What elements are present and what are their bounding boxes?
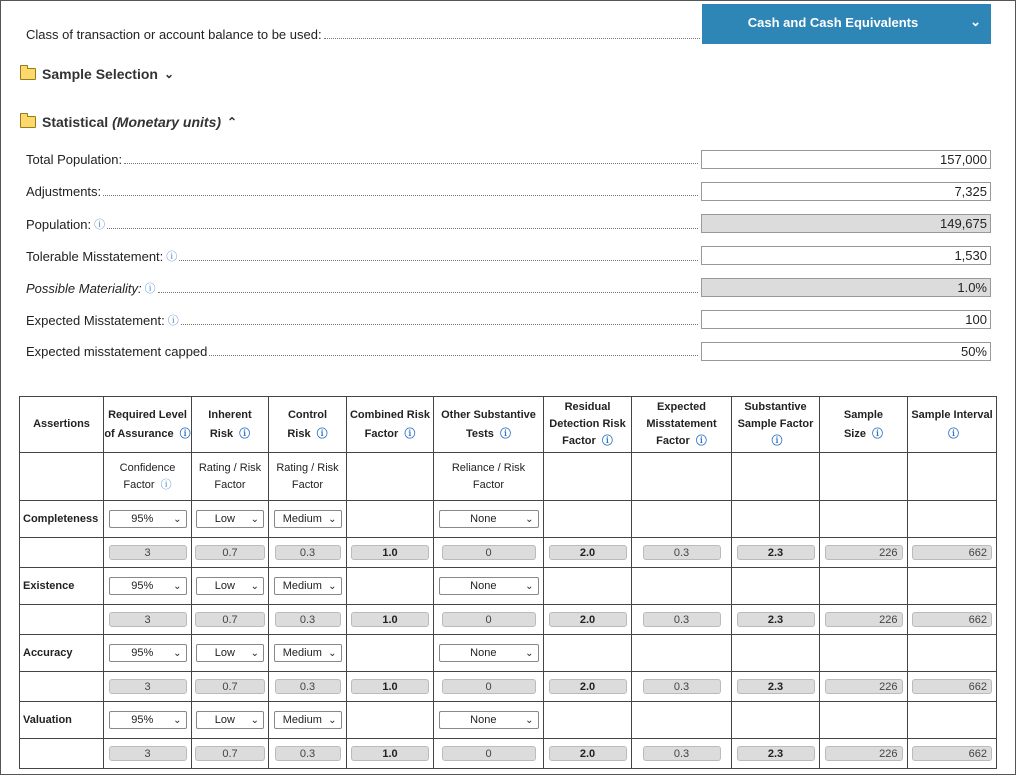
other-tests-factor-value: 0 — [442, 746, 536, 761]
adjustments-row — [26, 184, 700, 199]
chevron-down-icon: ⌄ — [173, 580, 182, 592]
sample-interval-value: 662 — [912, 612, 992, 627]
substantive-sample-factor-value: 2.3 — [737, 612, 815, 627]
assertion-name: Valuation — [20, 702, 104, 739]
inherent-select[interactable]: Low ⌄ — [196, 711, 264, 729]
other-tests-select[interactable]: None ⌄ — [439, 644, 539, 662]
assurance-select[interactable]: 95% ⌄ — [109, 711, 187, 729]
chevron-down-icon: ⌄ — [525, 647, 534, 659]
materiality-row — [26, 280, 700, 296]
chevron-down-icon: ⌄ — [173, 513, 182, 525]
expected-row — [26, 312, 700, 328]
table-row-values — [20, 605, 997, 635]
section-statistical[interactable] — [20, 114, 237, 130]
header-row — [20, 397, 997, 453]
inherent-factor-value: 0.7 — [195, 679, 265, 694]
control-factor-value: 0.3 — [275, 545, 341, 560]
assertion-name: Completeness — [20, 501, 104, 538]
info-icon[interactable]: ⓘ — [948, 427, 959, 440]
inherent-select[interactable]: Low ⌄ — [196, 510, 264, 528]
expected-misstatement-factor-value: 0.3 — [643, 612, 721, 627]
population-value: 149,675 — [701, 214, 991, 233]
sample-size-value: 226 — [825, 679, 903, 694]
class-dropdown-value: Cash and Cash Equivalents — [747, 15, 919, 30]
expected-misstatement-factor-value: 0.3 — [643, 746, 721, 761]
sample-size-value: 226 — [825, 612, 903, 627]
control-factor-value: 0.3 — [275, 612, 341, 627]
class-row — [26, 27, 702, 42]
chevron-down-icon: ⌄ — [163, 67, 174, 81]
info-icon[interactable]: ⓘ — [167, 315, 179, 327]
assertion-name: Existence — [20, 568, 104, 605]
col-sample-size: Sample Size ⓘ — [820, 397, 908, 453]
info-icon[interactable]: ⓘ — [166, 251, 178, 263]
capped-row — [26, 344, 700, 359]
field-label: Expected Misstatement: — [26, 313, 165, 328]
col-required-level: Required Level of Assurance ⓘ — [104, 397, 192, 453]
chevron-down-icon: ⌄ — [250, 513, 259, 525]
section-subtitle: (Monetary units) — [112, 114, 222, 130]
chevron-down-icon: ⌄ — [173, 647, 182, 659]
possible-materiality-value: 1.0% — [701, 278, 991, 297]
chevron-down-icon: ⌄ — [328, 580, 337, 592]
expected-capped-input[interactable]: 50% — [701, 342, 991, 361]
subheader-row — [20, 453, 997, 501]
info-icon[interactable]: ⓘ — [872, 427, 884, 440]
field-label: Adjustments: — [26, 184, 102, 199]
confidence-factor-value: 3 — [109, 679, 187, 694]
total-population-row — [26, 152, 700, 167]
assurance-select[interactable]: 95% ⌄ — [109, 510, 187, 528]
inherent-select[interactable]: Low ⌄ — [196, 577, 264, 595]
col-inherent-risk: Inherent Risk ⓘ — [192, 397, 269, 453]
substantive-sample-factor-value: 2.3 — [737, 679, 815, 694]
residual-detection-factor-value: 2.0 — [549, 612, 627, 627]
info-icon[interactable]: ⓘ — [404, 427, 416, 440]
inherent-select[interactable]: Low ⌄ — [196, 644, 264, 662]
assertions-table — [19, 396, 997, 769]
sub-confidence: Confidence Factor ⓘ — [104, 453, 192, 501]
control-select[interactable]: Medium ⌄ — [274, 510, 342, 528]
col-control-risk: Control Risk ⓘ — [269, 397, 347, 453]
combined-risk-factor-value: 1.0 — [351, 612, 429, 627]
field-label: Total Population: — [26, 152, 123, 167]
info-icon[interactable]: ⓘ — [601, 435, 613, 447]
sample-interval-value: 662 — [912, 746, 992, 761]
info-icon[interactable]: ⓘ — [316, 427, 328, 440]
tolerable-row — [26, 248, 700, 264]
other-tests-select[interactable]: None ⌄ — [439, 510, 539, 528]
residual-detection-factor-value: 2.0 — [549, 679, 627, 694]
info-icon[interactable]: ⓘ — [94, 219, 106, 231]
table-row — [20, 702, 997, 739]
inherent-factor-value: 0.7 — [195, 746, 265, 761]
control-select[interactable]: Medium ⌄ — [274, 711, 342, 729]
chevron-down-icon: ⌄ — [250, 714, 259, 726]
control-factor-value: 0.3 — [275, 679, 341, 694]
chevron-down-icon: ⌄ — [250, 580, 259, 592]
col-substantive-factor: Substantive Sample Factor ⓘ — [732, 397, 820, 453]
class-label: Class of transaction or account balance to be used: — [26, 27, 322, 42]
assertion-name: Accuracy — [20, 635, 104, 672]
combined-risk-factor-value: 1.0 — [351, 746, 429, 761]
info-icon[interactable]: ⓘ — [179, 427, 191, 440]
sub-control: Rating / Risk Factor — [269, 453, 347, 501]
chevron-down-icon: ⌄ — [525, 580, 534, 592]
col-combined-risk: Combined Risk Factor ⓘ — [347, 397, 434, 453]
chevron-down-icon: ⌄ — [525, 714, 534, 726]
confidence-factor-value: 3 — [109, 612, 187, 627]
field-label: Tolerable Misstatement: — [26, 249, 164, 264]
chevron-down-icon: ⌄ — [525, 513, 534, 525]
info-icon[interactable]: ⓘ — [695, 435, 707, 447]
field-label: Population: — [26, 217, 92, 232]
other-tests-factor-value: 0 — [442, 545, 536, 560]
residual-detection-factor-value: 2.0 — [549, 746, 627, 761]
other-tests-factor-value: 0 — [442, 612, 536, 627]
residual-detection-factor-value: 2.0 — [549, 545, 627, 560]
control-factor-value: 0.3 — [275, 746, 341, 761]
expected-misstatement-factor-value: 0.3 — [643, 545, 721, 560]
other-tests-select[interactable]: None ⌄ — [439, 577, 539, 595]
chevron-down-icon: ⌄ — [250, 647, 259, 659]
info-icon[interactable]: ⓘ — [160, 478, 172, 491]
col-expected-misstatement: Expected Misstatement Factor ⓘ — [632, 397, 732, 453]
folder-icon — [20, 68, 36, 80]
table-row — [20, 501, 997, 538]
table-row-values — [20, 739, 997, 769]
confidence-factor-value: 3 — [109, 746, 187, 761]
assurance-select[interactable]: 95% ⌄ — [109, 644, 187, 662]
table-row — [20, 635, 997, 672]
info-icon[interactable]: ⓘ — [144, 283, 156, 295]
expected-misstatement-input[interactable]: 100 — [701, 310, 991, 329]
control-select[interactable]: Medium ⌄ — [274, 644, 342, 662]
inherent-factor-value: 0.7 — [195, 545, 265, 560]
chevron-down-icon: ⌄ — [328, 513, 337, 525]
chevron-up-icon: ⌃ — [227, 115, 238, 129]
info-icon[interactable]: ⓘ — [239, 427, 251, 440]
combined-risk-factor-value: 1.0 — [351, 545, 429, 560]
col-sample-interval: Sample Interval ⓘ — [908, 397, 997, 453]
sample-interval-value: 662 — [912, 679, 992, 694]
substantive-sample-factor-value: 2.3 — [737, 545, 815, 560]
chevron-down-icon: ⌄ — [328, 647, 337, 659]
other-tests-factor-value: 0 — [442, 679, 536, 694]
table-row-values — [20, 672, 997, 702]
section-title: Sample Selection — [42, 66, 158, 82]
confidence-factor-value: 3 — [109, 545, 187, 560]
table-row-values — [20, 538, 997, 568]
col-other-tests: Other Substantive Tests ⓘ — [434, 397, 544, 453]
inherent-factor-value: 0.7 — [195, 612, 265, 627]
sample-size-value: 226 — [825, 545, 903, 560]
total-population-input[interactable]: 157,000 — [701, 150, 991, 169]
tolerable-misstatement-input[interactable]: 1,530 — [701, 246, 991, 265]
other-tests-select[interactable]: None ⌄ — [439, 711, 539, 729]
population-row — [26, 216, 700, 232]
field-label: Possible Materiality: — [26, 281, 142, 296]
sample-interval-value: 662 — [912, 545, 992, 560]
assurance-select[interactable]: 95% ⌄ — [109, 577, 187, 595]
combined-risk-factor-value: 1.0 — [351, 679, 429, 694]
field-label: Expected misstatement capped — [26, 344, 208, 359]
control-select[interactable]: Medium ⌄ — [274, 577, 342, 595]
info-icon[interactable]: ⓘ — [771, 435, 783, 447]
chevron-down-icon: ⌄ — [328, 714, 337, 726]
class-dropdown[interactable] — [702, 4, 991, 44]
col-assertions: Assertions — [20, 397, 104, 453]
adjustments-input[interactable]: 7,325 — [701, 182, 991, 201]
folder-icon — [20, 116, 36, 128]
section-title: Statistical — [42, 114, 109, 130]
info-icon[interactable]: ⓘ — [499, 427, 511, 440]
table-row — [20, 568, 997, 605]
expected-misstatement-factor-value: 0.3 — [643, 679, 721, 694]
section-sample-selection[interactable] — [20, 66, 174, 82]
chevron-down-icon: ⌄ — [970, 14, 981, 29]
chevron-down-icon: ⌄ — [173, 714, 182, 726]
substantive-sample-factor-value: 2.3 — [737, 746, 815, 761]
sub-other: Reliance / Risk Factor — [434, 453, 544, 501]
sub-inherent: Rating / Risk Factor — [192, 453, 269, 501]
col-residual-detection: Residual Detection Risk Factor ⓘ — [544, 397, 632, 453]
sample-size-value: 226 — [825, 746, 903, 761]
